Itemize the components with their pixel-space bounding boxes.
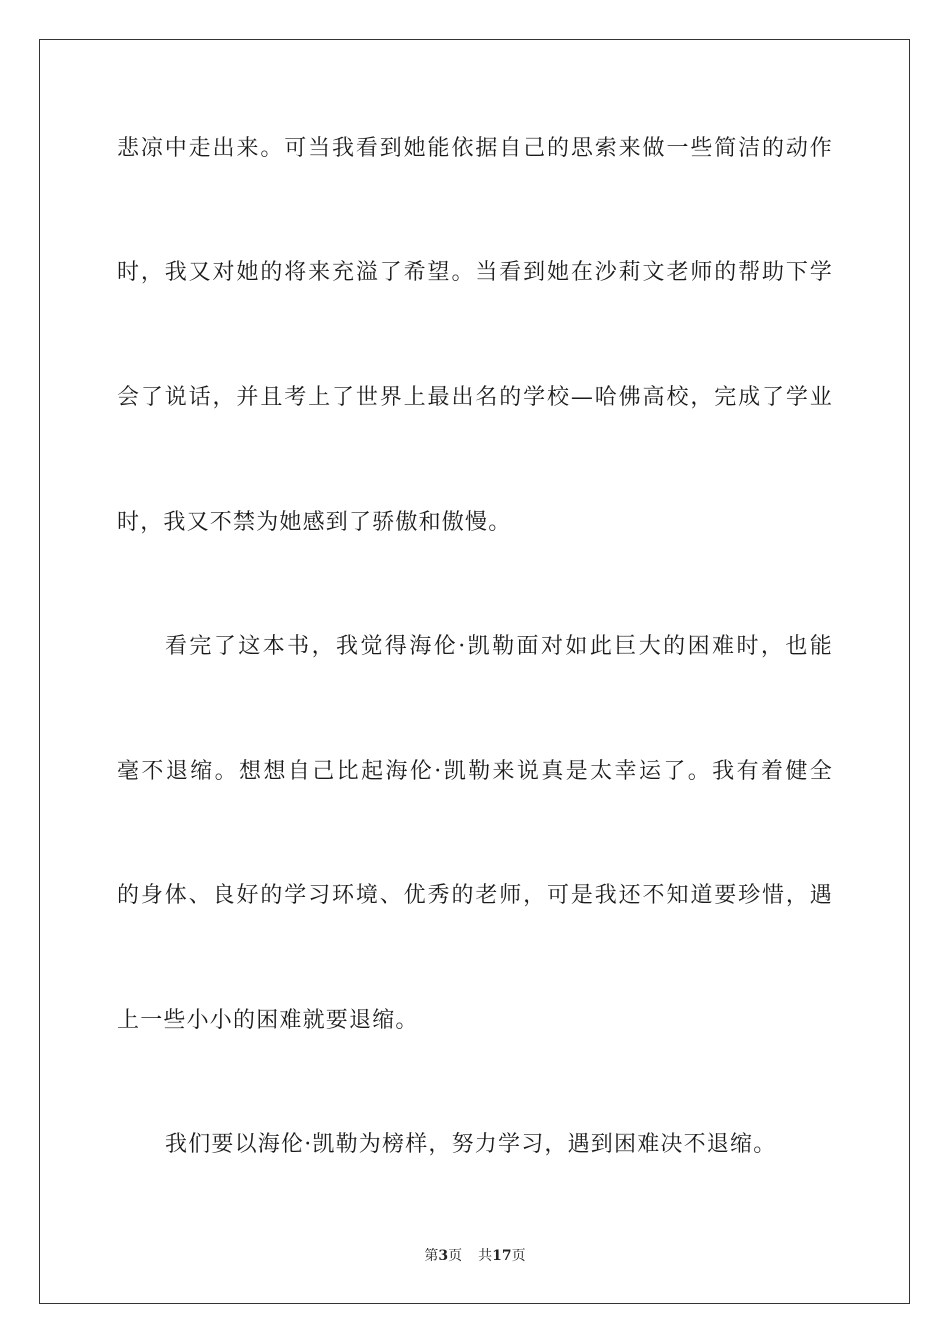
page-border: [39, 39, 910, 1304]
page-footer: [0, 1246, 950, 1266]
paragraph-line-9: 我们要以海伦·凯勒为榜样，努力学习，遇到困难决不退缩。: [165, 1132, 777, 1157]
paragraph-line-5: 看完了这本书，我觉得海伦·凯勒面对如此巨大的困难时，也能: [165, 634, 833, 659]
paragraph-line-1: 悲凉中走出来。可当我看到她能依据自己的思索来做一些简洁的动作: [117, 136, 833, 161]
paragraph-line-2: 时，我又对她的将来充溢了希望。当看到她在沙莉文老师的帮助下学: [117, 260, 833, 285]
footer-total-pages: 17: [492, 1248, 512, 1264]
footer-current-page: 3: [438, 1248, 449, 1264]
footer-page-prefix: 第: [424, 1248, 439, 1264]
footer-page-suffix: 页: [448, 1248, 463, 1264]
footer-total-prefix: 共: [478, 1248, 493, 1264]
footer-total-suffix: 页: [511, 1248, 526, 1264]
paragraph-line-6: 毫不退缩。想想自己比起海伦·凯勒来说真是太幸运了。我有着健全: [117, 759, 833, 784]
paragraph-line-7: 的身体、良好的学习环境、优秀的老师，可是我还不知道要珍惜，遇: [117, 883, 833, 908]
paragraph-line-3: 会了说话，并且考上了世界上最出名的学校—哈佛高校，完成了学业: [117, 385, 833, 410]
paragraph-line-8: 上一些小小的困难就要退缩。: [117, 1008, 419, 1033]
paragraph-line-4: 时，我又不禁为她感到了骄傲和傲慢。: [117, 510, 512, 535]
